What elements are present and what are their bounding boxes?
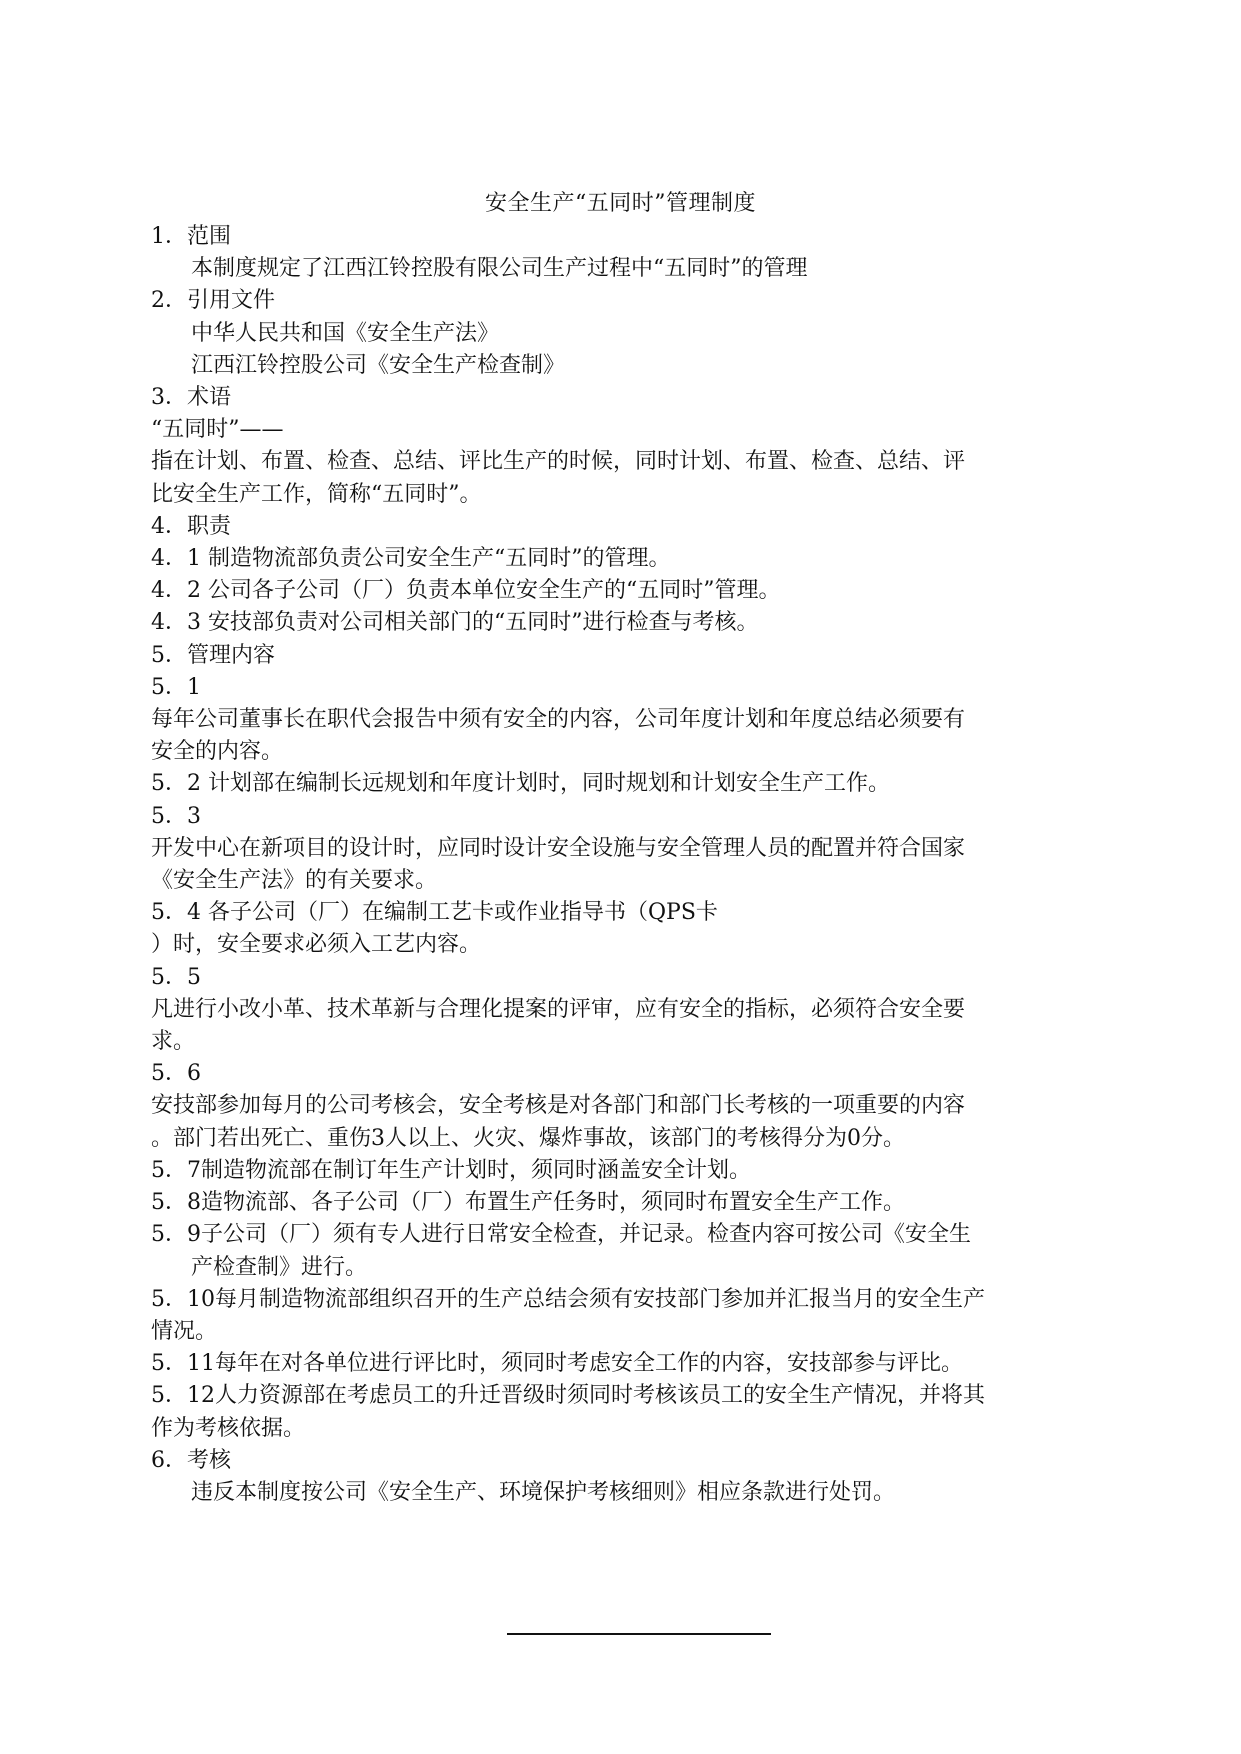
section-heading-assessment: 6．考核: [151, 1447, 231, 1473]
scope-text: 本制度规定了江西江铃控股有限公司生产过程中“五同时”的管理: [191, 256, 808, 282]
clause-text: 求。: [151, 1029, 196, 1055]
document-body: [151, 221, 1091, 1509]
clause-text: 情况。: [151, 1318, 218, 1344]
term-definition: 比安全生产工作，简称“五同时”。: [151, 481, 482, 507]
clause-number: 5．1: [151, 674, 201, 700]
clause-text: 凡进行小改小革、技术革新与合理化提案的评审，应有安全的指标，必须符合安全要: [151, 996, 966, 1022]
clause-text: 5．9子公司（厂）须有专人进行日常安全检查，并记录。检查内容可按公司《安全生: [151, 1222, 971, 1248]
clause-text: 作为考核依据。: [151, 1415, 306, 1441]
clause-text: 5．4 各子公司（厂）在编制工艺卡或作业指导书（QPS卡: [151, 900, 718, 926]
assessment-text: 违反本制度按公司《安全生产、环境保护考核细则》相应条款进行处罚。: [191, 1479, 896, 1505]
section-heading-references: 2．引用文件: [151, 288, 275, 314]
clause-number: 5．3: [151, 803, 201, 829]
section-heading-duties: 4．职责: [151, 513, 231, 539]
footer-divider: [507, 1633, 771, 1635]
clause-text: 安全的内容。: [151, 739, 284, 765]
clause-text: 5．7制造物流部在制订年生产计划时，须同时涵盖安全计划。: [151, 1157, 751, 1183]
clause-text: ）时，安全要求必须入工艺内容。: [151, 932, 482, 958]
clause-text: 5．2 计划部在编制长远规划和年度计划时，同时规划和计划安全生产工作。: [151, 771, 890, 797]
section-heading-management: 5．管理内容: [151, 642, 275, 668]
term-name: “五同时”——: [151, 417, 284, 443]
clause-text: 。部门若出死亡、重伤3人以上、火灾、爆炸事故，该部门的考核得分为0分。: [151, 1125, 905, 1151]
clause-text: 5．12人力资源部在考虑员工的升迁晋级时须同时考核该员工的安全生产情况，并将其: [151, 1383, 985, 1409]
clause-text: 开发中心在新项目的设计时，应同时设计安全设施与安全管理人员的配置并符合国家: [151, 835, 966, 861]
clause-text: 产检查制》进行。: [191, 1254, 368, 1280]
clause-number: 5．6: [151, 1061, 201, 1087]
clause-text: 安技部参加每月的公司考核会，安全考核是对各部门和部门长考核的一项重要的内容: [151, 1093, 966, 1119]
term-definition: 指在计划、布置、检查、总结、评比生产的时候，同时计划、布置、检查、总结、评: [151, 449, 966, 475]
clause-text: 5．10每月制造物流部组织召开的生产总结会须有安技部门参加并汇报当月的安全生产: [151, 1286, 985, 1312]
duty-item: 4．3 安技部负责对公司相关部门的“五同时”进行检查与考核。: [151, 610, 759, 636]
duty-item: 4．2 公司各子公司（厂）负责本单位安全生产的“五同时”管理。: [151, 578, 781, 604]
clause-text: 每年公司董事长在职代会报告中须有安全的内容，公司年度计划和年度总结必须要有: [151, 707, 966, 733]
section-heading-scope: 1．范围: [151, 224, 231, 249]
section-heading-terms: 3．术语: [151, 385, 231, 411]
clause-text: 5．11每年在对各单位进行评比时，须同时考虑安全工作的内容，安技部参与评比。: [151, 1351, 963, 1377]
clause-text: 5．8造物流部、各子公司（厂）布置生产任务时，须同时布置安全生产工作。: [151, 1190, 905, 1216]
clause-text: 《安全生产法》的有关要求。: [151, 868, 438, 894]
clause-number: 5．5: [151, 964, 201, 990]
duty-item: 4．1 制造物流部负责公司安全生产“五同时”的管理。: [151, 546, 671, 572]
reference-item: 中华人民共和国《安全生产法》: [191, 320, 500, 346]
document-title: 安全生产“五同时”管理制度: [485, 191, 756, 216]
reference-item: 江西江铃控股公司《安全生产检查制》: [191, 352, 566, 378]
